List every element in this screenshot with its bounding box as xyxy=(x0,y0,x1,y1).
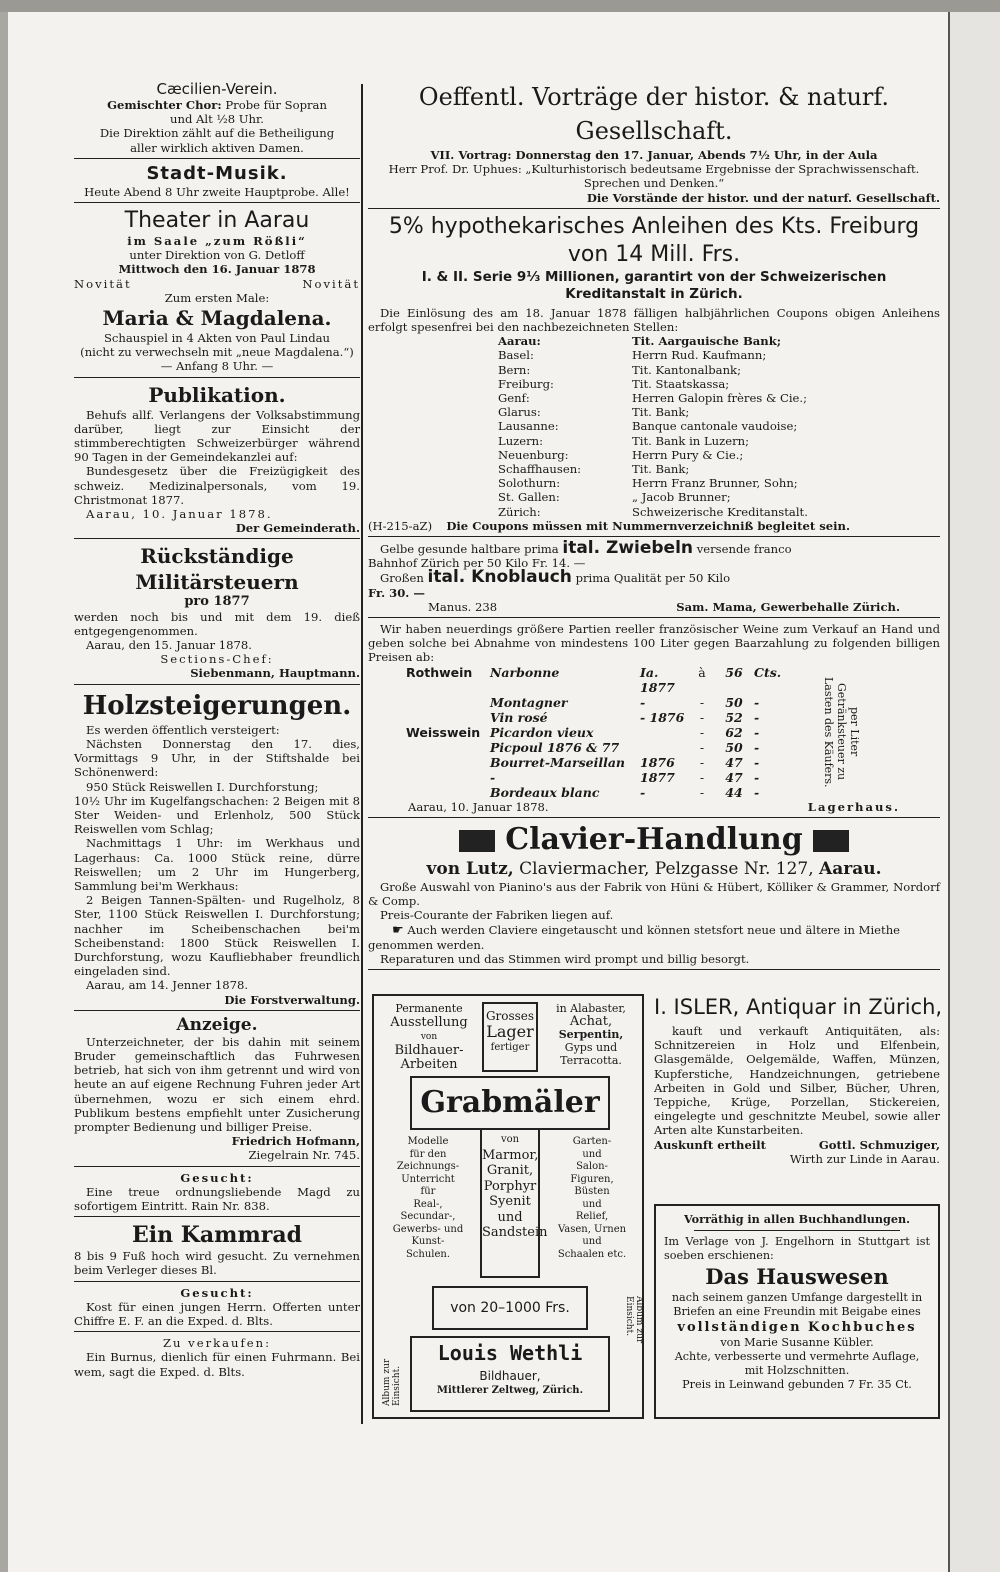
ad-title: Das Hauswesen xyxy=(705,1264,889,1289)
wine-name: Vin rosé xyxy=(490,709,548,725)
wine-p: 47 xyxy=(725,769,743,785)
ad-text: mit Holzschnitten. xyxy=(744,1364,850,1377)
ad-text: Schauspiel in 4 Akten von Paul Lindau xyxy=(103,331,330,346)
ad-text: vollständigen Kochbuches xyxy=(677,1320,917,1335)
ad-text: Ein Burnus, dienlich für einen Fuhrmann. Bei wem, sagt die Exped. d. Blts. xyxy=(74,1350,360,1379)
garten-item: Figuren, xyxy=(570,1173,614,1185)
ad-text: Achat, xyxy=(569,1014,613,1029)
ad-verkaufen xyxy=(74,1336,360,1379)
ad-text: Großen xyxy=(380,571,424,586)
ad-text: Mittwoch den 16. Januar 1878 xyxy=(118,262,316,277)
modelle-item: Zeichnungs- xyxy=(396,1161,460,1172)
wine-a: - xyxy=(699,754,705,770)
ad-text: 8 bis 9 Fuß hoch wird gesucht. Zu vernehmen beim Verleger dieses Bl. xyxy=(74,1249,360,1278)
ad-caecilien xyxy=(74,80,360,155)
scan-left-edge xyxy=(0,12,8,1572)
stone-item: Marmor, xyxy=(482,1147,539,1163)
wine-u: Cts. xyxy=(754,664,782,680)
wine-cat xyxy=(406,695,490,710)
ad-title: Theater in Aarau xyxy=(124,208,310,234)
ad-grabmaeler xyxy=(372,994,644,1419)
wine-u: - xyxy=(754,754,760,770)
ad-text: Große Auswahl von Pianino's aus der Fabrik von Hüni & Hübert, Kölliker & Grammer, Nordorf & Comp. xyxy=(368,879,940,909)
ad-title: Cæcilien-Verein. xyxy=(156,80,278,98)
ad-text: Im Verlage von J. Engelhorn in Stuttgart ist soeben erschienen: xyxy=(664,1235,930,1262)
wine-p: 47 xyxy=(725,754,743,770)
piano-icon xyxy=(813,830,849,852)
ad-text: fertiger xyxy=(490,1042,530,1053)
place-bank: Herrn Rud. Kaufmann; xyxy=(632,348,767,363)
wine-u: - xyxy=(754,694,760,710)
wine-p: 52 xyxy=(725,709,743,725)
ad-signer: Die Forstverwaltung. xyxy=(224,992,360,1007)
modelle-item: Kunst- xyxy=(411,1236,445,1247)
ad-text: Wirth zur Linde in Aarau. xyxy=(789,1151,940,1166)
ad-isler xyxy=(654,994,943,1166)
ad-text: und Alt ½8 Uhr. xyxy=(170,112,264,127)
place-city: Glarus: xyxy=(498,405,541,420)
ad-text: Auskunft ertheilt xyxy=(654,1137,767,1152)
stone-item: Granit, xyxy=(486,1163,534,1178)
scan-right-margin xyxy=(948,12,1000,1572)
wine-u: - xyxy=(754,784,760,800)
ad-anleihe xyxy=(368,213,940,533)
ad-text: Claviermacher, Pelzgasse Nr. 127, xyxy=(519,858,814,879)
place-bank: Tit. Bank in Luzern; xyxy=(632,433,749,448)
wine-a: - xyxy=(699,769,705,785)
ad-title: Rückständige Militärsteuern xyxy=(135,544,299,595)
ad-text: Novität xyxy=(302,276,360,291)
ad-text: Nächsten Donnerstag den 17. dies, Vormittags 9 Uhr, in der Stiftshalde bei Schönenwerd: xyxy=(74,736,360,780)
wine-name: Picpoul 1876 & 77 xyxy=(490,739,620,755)
stone-item: Sandstein xyxy=(482,1225,548,1240)
ad-text: — Anfang 8 Uhr. — xyxy=(160,359,274,374)
wine-q xyxy=(640,725,690,740)
ad-text: kauft und verkauft Antiquitäten, als: Schnitzereien in Holz und Elfenbein, Glasgemälde, Oelgemälde, Waffen, Münzen, Kupferstiche, Handzeichnungen, getriebene Arbeiten in Gold und Silber, Bücher, Uhren, Teppiche, Krüge, Porzellan, Stickereien, eingelegte und geschnitzte Meubel, sowie aller Arten alte Kunstarbeiten. xyxy=(654,1024,940,1138)
ad-text: Novität xyxy=(74,276,132,291)
wine-q: 1877 xyxy=(640,769,675,785)
ad-hauswesen xyxy=(654,1204,940,1419)
ad-place: Aarau, 10. Januar 1878. xyxy=(408,799,549,814)
garten-item: Garten- xyxy=(572,1136,612,1147)
modelle-item: Secundar-, xyxy=(400,1211,456,1222)
ad-text: Reparaturen und das Stimmen wird prompt und billig besorgt. xyxy=(380,951,750,966)
wine-p: 50 xyxy=(725,694,743,710)
ad-text: (nicht zu verwechseln mit „neue Magdalena.“) xyxy=(80,345,354,360)
place-bank: Herrn Pury & Cie.; xyxy=(632,447,744,462)
wine-name: Picardon vieux xyxy=(490,724,594,740)
place-bank: Banque cantonale vaudoise; xyxy=(632,419,798,434)
ad-text: Album zur Einsicht. xyxy=(624,1296,644,1344)
ad-signer: Gottl. Schmuziger, xyxy=(818,1137,940,1152)
wine-name: Bourret-Marseillan xyxy=(490,754,626,770)
ad-text: in Alabaster, xyxy=(556,1002,626,1015)
ad-place: Aarau, den 15. Januar 1878. xyxy=(86,638,252,653)
ad-gesucht-kost xyxy=(74,1286,360,1329)
ad-text: Gyps und xyxy=(564,1041,618,1054)
scan-top-edge xyxy=(0,0,1000,12)
stone-list xyxy=(482,1147,548,1241)
place-city: Neuenburg: xyxy=(498,447,569,462)
ad-highlight: ital. Zwiebeln xyxy=(562,538,694,559)
ad-title: Grabmäler xyxy=(420,1085,600,1120)
place-bank: Tit. Bank; xyxy=(632,462,690,477)
ad-text: aller wirklich aktiven Damen. xyxy=(130,140,304,155)
ad-code: (H-215-aZ) xyxy=(368,518,433,533)
ad-title: Clavier-Handlung xyxy=(505,821,803,857)
place-city: Luzern: xyxy=(498,433,544,448)
ad-play-title: Maria & Magdalena. xyxy=(102,306,332,331)
garten-list xyxy=(544,1136,640,1261)
ad-text: von Lutz, xyxy=(426,858,514,879)
wine-a: - xyxy=(699,784,705,800)
ad-text: VII. Vortrag: Donnerstag den 17. Januar, Abends 7½ Uhr, in der Aula xyxy=(430,148,878,162)
wine-p: 44 xyxy=(725,784,743,800)
ad-subtitle: pro 1877 xyxy=(184,594,250,610)
ad-text: Preis in Leinwand gebunden 7 Fr. 35 Ct. xyxy=(682,1378,912,1391)
place-city: Lausanne: xyxy=(498,419,559,434)
ad-text: Die Einlösung des am 18. Januar 1878 fälligen halbjährlichen Coupons obigen Anleihens erfolgt spesenfrei bei den nachbezeichneten Stellen: xyxy=(368,305,940,335)
wine-u: - xyxy=(754,709,760,725)
ad-text: Zum ersten Male: xyxy=(164,290,270,305)
garten-item: Schaalen etc. xyxy=(557,1248,627,1260)
ad-text: Kreditanstalt in Zürich. xyxy=(565,285,743,302)
ad-title: Gesucht: xyxy=(180,1170,254,1185)
wine-cat xyxy=(406,740,490,755)
wine-p: 62 xyxy=(725,724,743,740)
ad-text: Serpentin, xyxy=(558,1028,624,1041)
ad-signer: Sam. Mama, Gewerbehalle Zürich. xyxy=(676,599,900,614)
ad-text: Lasten des Käufers. xyxy=(822,676,835,788)
ad-price: von 20–1000 Frs. xyxy=(450,1300,570,1316)
garten-item: und xyxy=(582,1198,602,1210)
ad-text: Permanente xyxy=(395,1002,463,1015)
piano-icon xyxy=(459,830,495,852)
place-bank: Tit. Bank; xyxy=(632,405,690,420)
ad-militaer xyxy=(74,543,360,680)
ad-text: Manus. 238 xyxy=(428,599,498,614)
wine-name: Montagner xyxy=(490,694,568,710)
wine-p: 50 xyxy=(725,739,743,755)
pointing-hand-icon: ☛ xyxy=(392,922,404,938)
wine-q: - xyxy=(640,784,646,800)
stone-item: Syenit xyxy=(489,1194,531,1209)
bottom-ads xyxy=(372,994,943,1419)
wine-a: - xyxy=(699,709,705,725)
ad-text: Wir haben neuerdings größere Partien reeller französischer Weine zum Verkauf an Hand und geben solche bei Abnahme von mindestens 100 Liter gegen Baarzahlung zu folgenden billigen Preisen ab: xyxy=(368,622,940,665)
place-city: Solothurn: xyxy=(498,476,561,491)
wine-q xyxy=(640,740,690,755)
ad-text: Bildhauer, xyxy=(479,1369,541,1383)
ad-text: Terracotta. xyxy=(560,1054,622,1067)
modelle-item: Gewerbs- und xyxy=(392,1223,464,1235)
wine-q: Ia. 1877 xyxy=(640,664,675,695)
wine-cat xyxy=(406,770,490,785)
left-column xyxy=(74,80,360,1379)
ad-place: Aarau, 10. Januar 1878. xyxy=(86,507,273,522)
place-bank: „ Jacob Brunner; xyxy=(632,490,731,505)
place-city: Bern: xyxy=(498,362,531,377)
ad-title: Publikation. xyxy=(148,382,286,407)
ad-title: Holzsteigerungen. xyxy=(82,690,352,721)
ad-signer: Siebenmann, Hauptmann. xyxy=(190,666,360,681)
ad-name: Louis Wethli xyxy=(437,1341,583,1365)
ad-text: Bildhauer- xyxy=(394,1043,464,1058)
ad-text: Es werden öffentlich versteigert: xyxy=(86,722,280,737)
place-city: Genf: xyxy=(498,391,530,406)
wine-cat: Rothwein xyxy=(406,664,473,680)
ad-title: Stadt-Musik. xyxy=(146,162,288,184)
ad-signer: Der Gemeinderath. xyxy=(235,521,360,536)
ad-title: Oeffentl. Vorträge der histor. & naturf. Gesellschaft. xyxy=(418,83,890,145)
wine-q: 1876 xyxy=(640,754,675,770)
ad-text: Bundesgesetz über die Freizügigkeit des schweiz. Medizinalpersonals, vom 19. Christmonat 1877. xyxy=(74,464,360,507)
place-bank: Tit. Kantonalbank; xyxy=(632,362,741,377)
ad-text: Aarau. xyxy=(819,858,882,879)
ad-text: Auch werden Claviere eingetauscht und können stetsfort neue und ältere in Miethe genommen werden. xyxy=(368,922,901,952)
ad-title: von 14 Mill. Frs. xyxy=(567,241,741,267)
ad-text: prima Qualität per 50 Kilo xyxy=(575,571,731,586)
ad-title: I. ISLER, Antiquar in Zürich, xyxy=(654,995,943,1019)
ad-text: Vorräthig in allen Buchhandlungen. xyxy=(684,1212,910,1226)
ad-text: Gelbe gesunde haltbare prima xyxy=(380,542,559,557)
garten-item: und xyxy=(582,1236,602,1247)
place-city: Schaffhausen: xyxy=(498,462,582,477)
modelle-item: Schulen. xyxy=(405,1248,451,1260)
ad-text: Eine treue ordnungsliebende Magd zu sofortigem Eintritt. Rain Nr. 838. xyxy=(74,1184,360,1213)
ad-text: Behufs allf. Verlangens der Volksabstimmung darüber, liegt zur Einsicht der stimmberechtigten Schweizerbürger während 90 Tagen in der Gemeindekanzlei auf: xyxy=(74,407,360,465)
ad-holzsteigerungen xyxy=(74,689,360,1007)
stone-item: und xyxy=(497,1209,523,1225)
ad-anzeige xyxy=(74,1015,360,1163)
stone-item: Porphyr xyxy=(483,1178,537,1194)
wine-p: 56 xyxy=(725,664,743,680)
ad-text: Nachmittags 1 Uhr: im Werkhaus und Lagerhaus: Ca. 1000 Stück reine, dürre Reiswellen; um 2 Uhr im Hungerberg, Sammlung bei'm Werkhaus: xyxy=(74,836,360,893)
ad-text: Ausstellung xyxy=(390,1015,468,1030)
place-city: Aarau: xyxy=(498,334,541,349)
ad-text: Die Direktion zählt auf die Betheiligung xyxy=(99,126,335,141)
wine-cat xyxy=(406,755,490,770)
ad-publikation xyxy=(74,382,360,536)
garten-item: Relief, xyxy=(575,1211,609,1222)
ad-text: von Marie Susanne Kübler. xyxy=(720,1336,874,1349)
ad-text: werden noch bis und mit dem 19. dieß entgegengenommen. xyxy=(74,609,360,638)
garten-item: Salon- xyxy=(576,1161,608,1172)
ad-title: Zu verkaufen: xyxy=(162,1336,272,1351)
ad-title: Gesucht: xyxy=(180,1285,254,1300)
ad-clavier xyxy=(368,822,940,966)
ad-text: Preis-Courante der Fabriken liegen auf. xyxy=(380,908,614,923)
ad-text: Achte, verbesserte und vermehrte Auflage, xyxy=(674,1350,920,1363)
ad-text: Gemischter Chor: xyxy=(107,98,222,112)
modelle-item: Modelle xyxy=(407,1136,449,1147)
ad-vortraege xyxy=(368,80,940,205)
ad-text: Fr. 30. — xyxy=(368,585,425,600)
wine-a: - xyxy=(699,739,705,755)
ad-title: 5% hypothekarisches Anleihen des Kts. Freiburg xyxy=(388,213,920,239)
wine-q: - xyxy=(640,694,646,710)
ad-text: Die Coupons müssen mit Nummernverzeichniß begleitet sein. xyxy=(446,518,850,533)
ad-zwiebeln xyxy=(368,538,940,614)
modelle-list xyxy=(380,1136,476,1261)
ad-title: Ein Kammrad xyxy=(132,1222,302,1249)
ad-text: Herr Prof. Dr. Uphues: „Kulturhistorisch bedeutsame Ergebnisse der Sprachwissenschaft. xyxy=(388,162,920,177)
ad-text: nach seinem ganzen Umfange dargestellt in Briefen an eine Freundin mit Beigabe eines xyxy=(671,1291,923,1318)
place-city: Basel: xyxy=(498,348,534,363)
ad-stadtmusik xyxy=(74,163,360,199)
wine-cat xyxy=(406,785,490,800)
ad-text: Ziegelrain Nr. 745. xyxy=(248,1148,360,1163)
ad-text: Arbeiten xyxy=(400,1057,458,1072)
ad-text: Grosses xyxy=(485,1009,535,1023)
ad-text: Mittlerer Zeltweg, Zürich. xyxy=(436,1385,584,1396)
wine-a: - xyxy=(699,694,705,710)
place-bank: Herren Galopin frères & Cie.; xyxy=(632,391,807,406)
wine-cat xyxy=(406,710,490,725)
ad-text: Unterzeichneter, der bis dahin mit seinem Bruder gemeinschaftlich das Fuhrwesen betrieb, hat sich von ihm getrennt und wird von heute an auf eigene Rechnung Fuhren jeder Art übernehmen, wozu er sich einem ehrd. Publikum bestens empfiehlt unter Zusicherung prompter Bedienung und billiger Preise. xyxy=(74,1034,360,1134)
ad-text: Kost für einen jungen Herrn. Offerten unter Chiffre E. F. an die Exped. d. Blts. xyxy=(74,1299,360,1328)
ad-text: Probe für Sopran xyxy=(225,98,327,112)
wine-u: - xyxy=(754,769,760,785)
ad-text: von xyxy=(500,1134,520,1145)
modelle-item: für den xyxy=(409,1148,447,1160)
place-bank: Schweizerische Kreditanstalt. xyxy=(632,504,808,519)
ad-text: Sections-Chef: xyxy=(160,652,274,667)
place-bank: Tit. Staatskassa; xyxy=(632,376,730,391)
ad-theater xyxy=(74,207,360,374)
ad-gesucht-magd xyxy=(74,1171,360,1214)
ad-text: I. & II. Serie 9⅓ Millionen, garantirt von der Schweizerischen xyxy=(421,268,887,285)
wine-cat: Weisswein xyxy=(406,724,481,740)
ad-text: 2 Beigen Tannen-Spälten- und Rugelholz, 8 Ster, 1100 Stück Reiswellen I. Durchforstung; nachher im Scheibenschachen bei'm Scheibenstand: 1800 Stück Reiswellen I. Durchforstung, wozu Kaufliebhaber freundlich eingeladen sind. xyxy=(74,893,360,979)
ad-text: 10½ Uhr im Kugelfangschachen: 2 Beigen mit 8 Ster Weiden- und Erlenholz, 500 Stück Reiswellen vom Schlag; xyxy=(74,793,360,837)
ad-text: Album zur Einsicht. xyxy=(382,1358,402,1406)
ad-text: im Saale „zum Rößli“ xyxy=(127,234,307,249)
garten-item: und xyxy=(582,1148,602,1160)
wine-tax-note xyxy=(822,672,861,792)
wine-name: Narbonne xyxy=(490,664,560,680)
ad-text: per Liter xyxy=(848,707,861,757)
wine-name: - xyxy=(490,769,496,785)
ad-text: versende franco xyxy=(696,542,792,557)
wine-u: - xyxy=(754,739,760,755)
right-column xyxy=(368,80,940,974)
column-divider xyxy=(361,84,363,1424)
ad-text: Getränksteuer zu xyxy=(835,683,848,781)
ad-text: 950 Stück Reiswellen I. Durchforstung; xyxy=(86,779,319,794)
wine-u: - xyxy=(754,724,760,740)
ad-text: Bahnhof Zürich per 50 Kilo Fr. 14. — xyxy=(368,556,586,571)
garten-item: Vasen, Urnen xyxy=(557,1223,627,1235)
ad-kammrad xyxy=(74,1221,360,1277)
modelle-item: für xyxy=(420,1186,436,1197)
ad-text: Sprechen und Denken.“ xyxy=(583,176,725,191)
ad-place: Aarau, am 14. Jenner 1878. xyxy=(86,978,249,993)
ad-signer: Lagerhaus. xyxy=(807,799,900,814)
place-bank: Herrn Franz Brunner, Sohn; xyxy=(632,476,798,491)
place-city: Zürich: xyxy=(498,504,541,519)
ad-text: von xyxy=(420,1032,438,1042)
place-city: Freiburg: xyxy=(498,376,554,391)
wine-q: - 1876 xyxy=(640,709,685,725)
wine-a: - xyxy=(699,724,705,740)
place-city: St. Gallen: xyxy=(498,490,560,505)
paying-agents-list xyxy=(368,334,940,519)
ad-signer: Die Vorstände der histor. und der naturf. Gesellschaft. xyxy=(586,190,940,205)
ad-isler-hauswesen xyxy=(654,994,943,1419)
ad-highlight: ital. Knoblauch xyxy=(427,567,572,588)
place-bank: Tit. Aargauische Bank; xyxy=(632,334,782,349)
ad-text: unter Direktion von G. Detloff xyxy=(129,248,305,263)
ad-title: Anzeige. xyxy=(176,1014,258,1035)
wine-a: à xyxy=(698,664,706,680)
garten-item: Büsten xyxy=(574,1186,610,1197)
wine-name: Bordeaux blanc xyxy=(490,784,600,800)
modelle-item: Unterricht xyxy=(401,1173,455,1185)
ad-signer: Friedrich Hofmann, xyxy=(231,1134,360,1149)
ad-text: Lager xyxy=(486,1022,534,1041)
ad-text: Heute Abend 8 Uhr zweite Hauptprobe. Alle! xyxy=(84,184,350,199)
modelle-item: Real-, xyxy=(413,1198,443,1210)
